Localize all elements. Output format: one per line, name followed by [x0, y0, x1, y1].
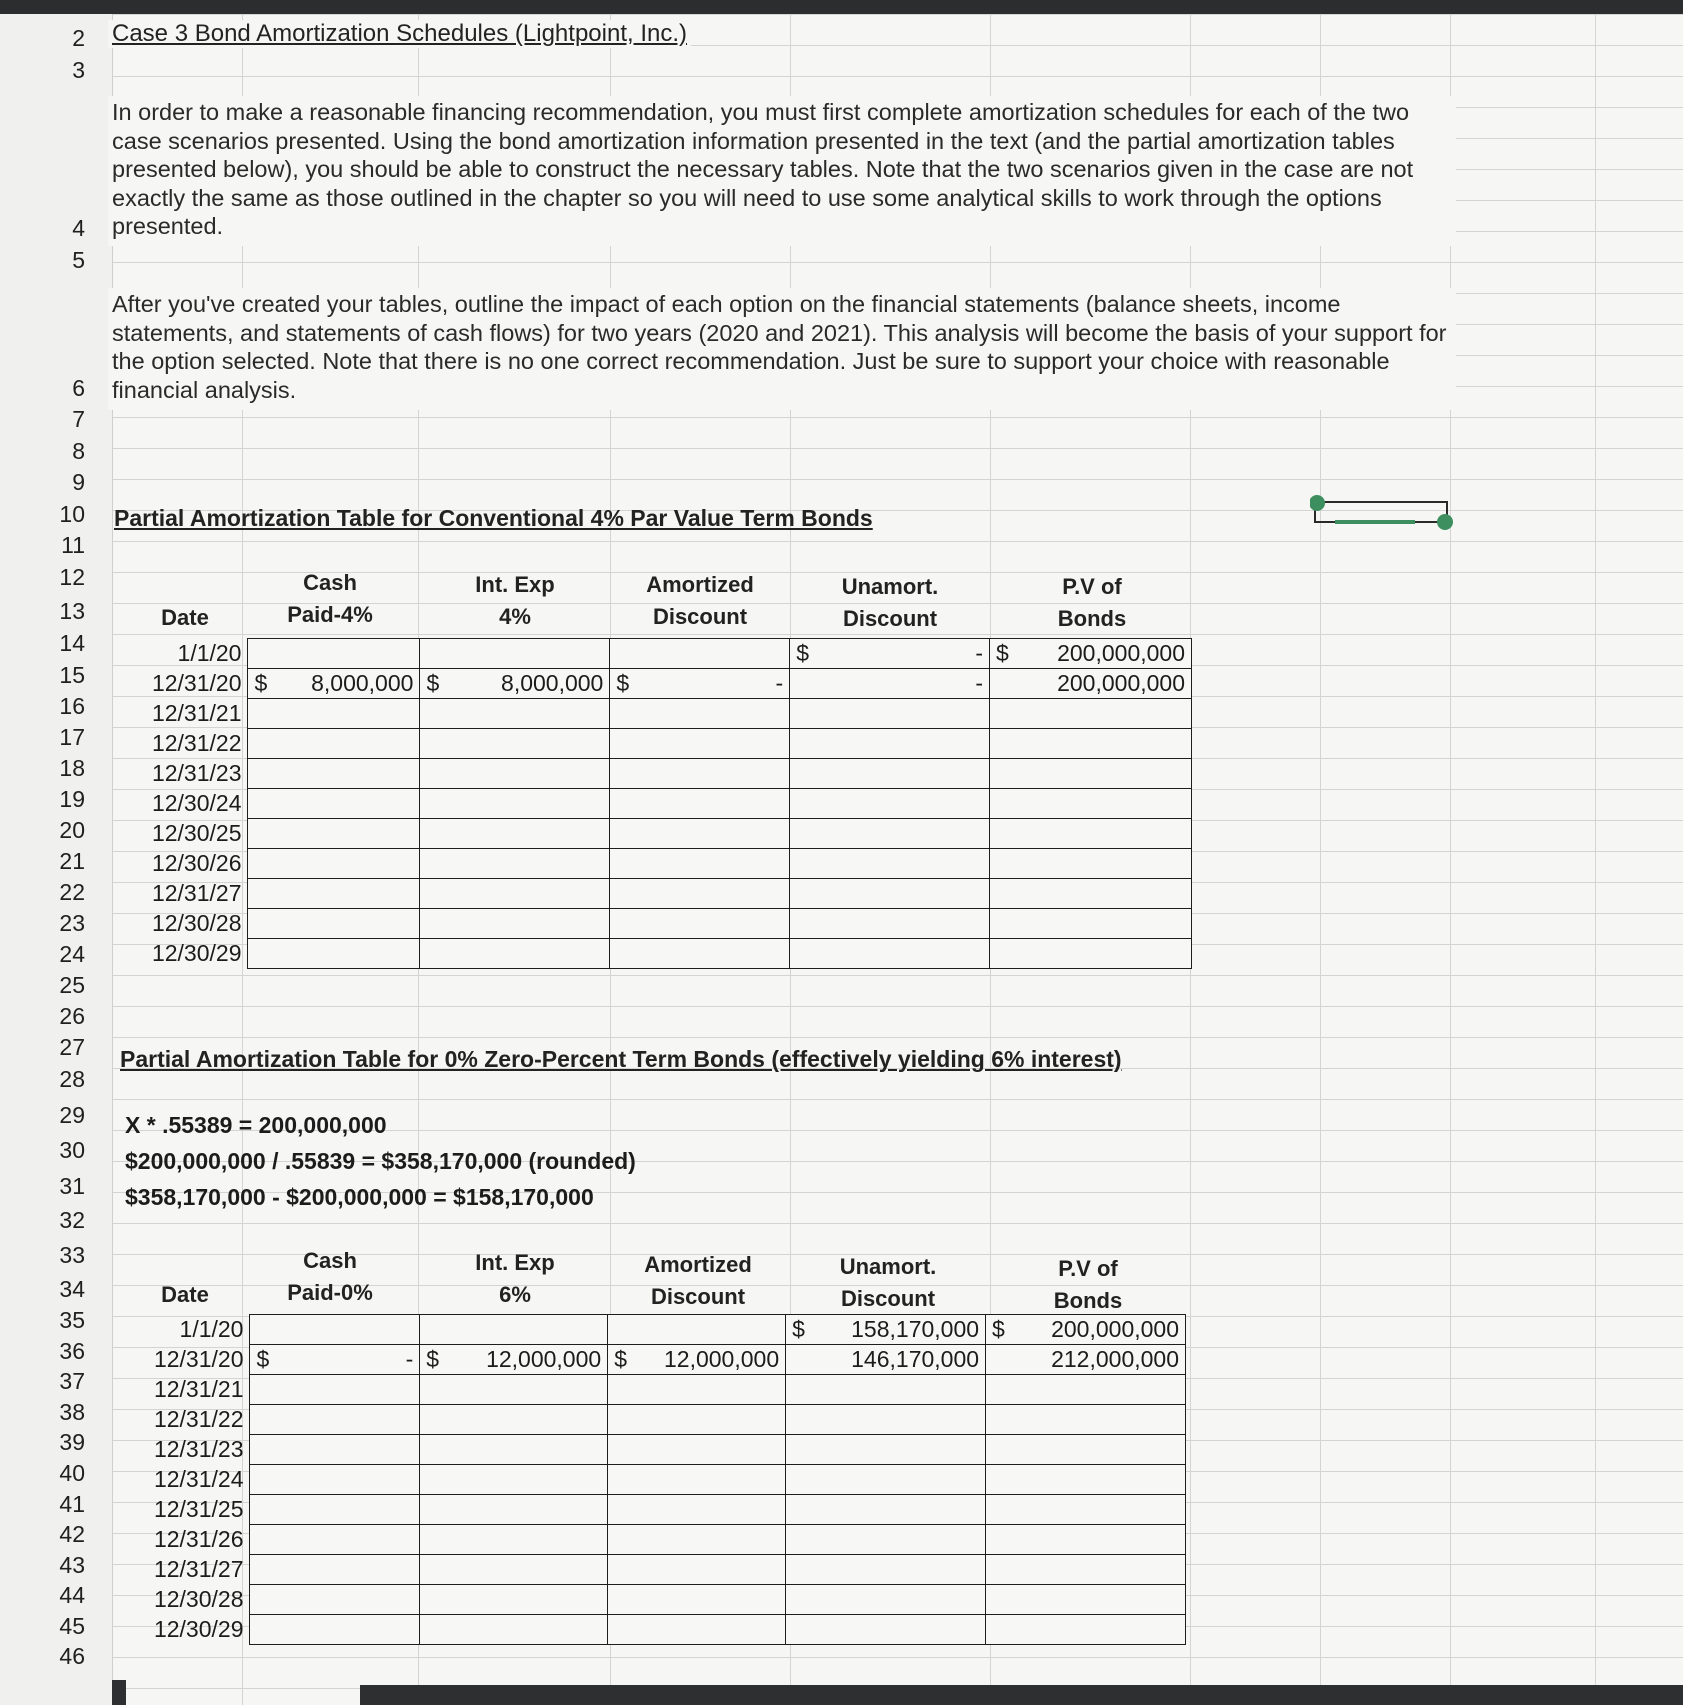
cell-value: 8,000,000: [311, 670, 414, 696]
empty-cell[interactable]: [420, 1495, 608, 1525]
row-number[interactable]: 20: [59, 817, 85, 843]
empty-cell[interactable]: [990, 939, 1192, 969]
empty-cell[interactable]: [248, 819, 420, 849]
empty-cell[interactable]: [610, 759, 790, 789]
empty-cell[interactable]: [420, 759, 610, 789]
empty-cell[interactable]: [786, 1405, 986, 1435]
table1-amort-cell[interactable]: [610, 669, 790, 699]
row-number[interactable]: 3: [72, 57, 85, 83]
table-row: [140, 1495, 1186, 1525]
dollar-sign: $: [426, 1346, 440, 1372]
empty-cell[interactable]: [420, 849, 610, 879]
table-row: [140, 909, 1192, 939]
resize-handle-icon[interactable]: [1310, 495, 1325, 511]
empty-cell[interactable]: [420, 699, 610, 729]
cell-value: -: [775, 670, 784, 696]
table2-header-date[interactable]: Date: [161, 1282, 209, 1307]
empty-cell[interactable]: [248, 909, 420, 939]
empty-cell[interactable]: [786, 1465, 986, 1495]
empty-cell[interactable]: [610, 849, 790, 879]
empty-cell[interactable]: [986, 1465, 1186, 1495]
empty-cell[interactable]: [786, 1495, 986, 1525]
row-number[interactable]: 43: [59, 1552, 85, 1578]
row-number[interactable]: 18: [59, 755, 85, 781]
row-number[interactable]: 7: [72, 406, 85, 432]
empty-cell[interactable]: [608, 1585, 786, 1615]
row-number[interactable]: 10: [59, 501, 85, 527]
row-number[interactable]: 25: [59, 972, 85, 998]
table1-date[interactable]: 12/31/27: [140, 879, 248, 909]
table1-header-unamort[interactable]: Unamort. Discount: [841, 574, 939, 631]
dollar-sign: $: [616, 670, 630, 696]
empty-cell[interactable]: [250, 1375, 420, 1405]
table2-date[interactable]: 12/30/28: [140, 1585, 250, 1615]
empty-cell[interactable]: [790, 759, 990, 789]
empty-cell[interactable]: [420, 1435, 608, 1465]
dollar-sign: $: [254, 670, 268, 696]
row-number[interactable]: 38: [59, 1399, 85, 1425]
empty-cell[interactable]: [250, 1465, 420, 1495]
empty-cell[interactable]: [420, 939, 610, 969]
empty-cell[interactable]: [250, 1405, 420, 1435]
row-number[interactable]: 37: [59, 1368, 85, 1394]
empty-cell[interactable]: [610, 699, 790, 729]
empty-cell[interactable]: [986, 1555, 1186, 1585]
table-row: [140, 819, 1192, 849]
row-number[interactable]: 5: [72, 247, 85, 273]
row-number[interactable]: 32: [59, 1207, 85, 1233]
row-number[interactable]: 15: [59, 662, 85, 688]
empty-cell[interactable]: [786, 1375, 986, 1405]
empty-cell[interactable]: [790, 909, 990, 939]
row-number[interactable]: 42: [59, 1521, 85, 1547]
empty-cell[interactable]: [790, 879, 990, 909]
row-number[interactable]: 11: [61, 532, 85, 558]
table1-cash-cell[interactable]: [248, 669, 420, 699]
empty-cell[interactable]: [248, 759, 420, 789]
dollar-sign: $: [796, 640, 809, 666]
table1-header-cash[interactable]: Cash Paid-4%: [287, 570, 373, 627]
empty-cell[interactable]: [610, 879, 790, 909]
formula-line-2[interactable]: $200,000,000 / .55839 = $358,170,000 (rounded): [125, 1148, 636, 1174]
row-number[interactable]: 28: [59, 1066, 85, 1092]
empty-cell[interactable]: [990, 759, 1192, 789]
row-number[interactable]: 21: [59, 848, 85, 874]
table2-header-unamort[interactable]: Unamort. Discount: [839, 1254, 937, 1311]
table1-int-cell[interactable]: [420, 639, 610, 669]
cell-value: 12,000,000: [664, 1346, 780, 1372]
table1-pv-cell[interactable]: 200,000,000: [990, 669, 1192, 699]
row-number[interactable]: 39: [59, 1429, 85, 1455]
table-row: [140, 789, 1192, 819]
row-number[interactable]: 6: [72, 375, 85, 401]
col-divider: [1595, 14, 1596, 1705]
table1-date[interactable]: 12/30/25: [140, 819, 248, 849]
empty-cell[interactable]: [420, 1615, 608, 1645]
table2-unamort-cell[interactable]: 146,170,000: [786, 1345, 986, 1375]
empty-cell[interactable]: [986, 1435, 1186, 1465]
empty-cell[interactable]: [608, 1435, 786, 1465]
empty-cell[interactable]: [790, 849, 990, 879]
row-number[interactable]: 23: [59, 910, 85, 936]
empty-cell[interactable]: [248, 729, 420, 759]
empty-cell[interactable]: [608, 1465, 786, 1495]
cell-value: 8,000,000: [501, 670, 604, 696]
row-number[interactable]: 24: [59, 941, 85, 967]
empty-cell[interactable]: [610, 909, 790, 939]
empty-cell[interactable]: [990, 819, 1192, 849]
table1-date[interactable]: 12/30/28: [140, 909, 248, 939]
row-number[interactable]: 44: [59, 1582, 85, 1608]
empty-cell[interactable]: [420, 1555, 608, 1585]
table2-pv-cell[interactable]: [986, 1315, 1186, 1345]
table2-date[interactable]: 12/30/29: [140, 1615, 250, 1645]
row-number[interactable]: 17: [59, 724, 85, 750]
row-number[interactable]: 36: [59, 1338, 85, 1364]
shape-outline-bottom: [1315, 502, 1447, 522]
empty-cell[interactable]: [990, 789, 1192, 819]
row-number[interactable]: 16: [59, 693, 85, 719]
table1-title[interactable]: Partial Amortization Table for Conventional 4% Par Value Term Bonds: [114, 505, 873, 531]
empty-cell[interactable]: [420, 789, 610, 819]
empty-cell[interactable]: [248, 789, 420, 819]
empty-cell[interactable]: [786, 1615, 986, 1645]
table1-header-amortized[interactable]: Amortized Discount: [646, 572, 754, 629]
empty-cell[interactable]: [420, 1465, 608, 1495]
table-row: [140, 1525, 1186, 1555]
table2-date[interactable]: 12/31/24: [140, 1465, 250, 1495]
row-number[interactable]: 45: [59, 1613, 85, 1639]
empty-cell[interactable]: [986, 1405, 1186, 1435]
table2-date[interactable]: 12/31/20: [140, 1345, 250, 1375]
empty-cell[interactable]: [610, 789, 790, 819]
table-row: [140, 1585, 1186, 1615]
table2-cash-cell[interactable]: [250, 1315, 420, 1345]
empty-cell[interactable]: [608, 1555, 786, 1585]
window-bottom-edge: [112, 1680, 126, 1705]
table1-unamort-cell[interactable]: -: [790, 669, 990, 699]
empty-cell[interactable]: [420, 1525, 608, 1555]
empty-cell[interactable]: [420, 909, 610, 939]
empty-cell[interactable]: [420, 729, 610, 759]
table2-date[interactable]: 12/31/27: [140, 1555, 250, 1585]
empty-cell[interactable]: [986, 1585, 1186, 1615]
empty-cell[interactable]: [990, 699, 1192, 729]
empty-cell[interactable]: [420, 1405, 608, 1435]
row-number[interactable]: 26: [59, 1003, 85, 1029]
empty-cell[interactable]: [986, 1375, 1186, 1405]
table2-date[interactable]: 1/1/20: [140, 1315, 250, 1345]
table2-header-int-exp[interactable]: Int. Exp 6%: [475, 1250, 555, 1307]
empty-cell[interactable]: [608, 1375, 786, 1405]
row-number[interactable]: 8: [72, 438, 85, 464]
table-row: [140, 669, 1192, 699]
table-row: [140, 1315, 1186, 1345]
empty-cell[interactable]: [250, 1495, 420, 1525]
table2-grid: [140, 1314, 1186, 1645]
dollar-sign: $: [256, 1346, 270, 1372]
table1-date[interactable]: 12/31/22: [140, 729, 248, 759]
row-number[interactable]: 31: [59, 1173, 85, 1199]
row-number[interactable]: 22: [59, 879, 85, 905]
empty-cell[interactable]: [420, 879, 610, 909]
table-row: [140, 1555, 1186, 1585]
empty-cell[interactable]: [986, 1495, 1186, 1525]
row-number[interactable]: 12: [59, 564, 85, 590]
empty-cell[interactable]: [250, 1585, 420, 1615]
table-row: [140, 939, 1192, 969]
cell-value: 158,170,000: [851, 1316, 980, 1342]
table2-date[interactable]: 12/31/23: [140, 1435, 250, 1465]
table1-int-cell[interactable]: [420, 669, 610, 699]
table1-date[interactable]: 1/1/20: [140, 639, 248, 669]
table-row: [140, 1435, 1186, 1465]
empty-cell[interactable]: [990, 909, 1192, 939]
resize-handle-icon[interactable]: [1437, 514, 1453, 530]
table2-header-amortized[interactable]: Amortized Discount: [644, 1252, 752, 1309]
empty-cell[interactable]: [420, 1585, 608, 1615]
row-number[interactable]: 2: [72, 25, 85, 51]
row-number[interactable]: 35: [59, 1307, 85, 1333]
cell-value: -: [975, 640, 984, 666]
table2-int-cell[interactable]: [420, 1315, 608, 1345]
dollar-sign: $: [426, 670, 440, 696]
instructions-paragraph-1[interactable]: In order to make a reasonable financing recommendation, you must first complete amortization schedules for each of the two case scenarios presented. Using the bond amortization information presented in the text (and the partial amortization tables presented below), you should be able to construct the necessary tables. Note that the two scenarios given in the case are not exactly the same as those outlined in the chapter so you will need to use some analytical skills to work through the options presented.: [108, 96, 1456, 246]
empty-cell[interactable]: [786, 1525, 986, 1555]
empty-cell[interactable]: [786, 1555, 986, 1585]
row-number[interactable]: 13: [59, 598, 85, 624]
table2-unamort-cell[interactable]: [786, 1315, 986, 1345]
empty-cell[interactable]: [790, 819, 990, 849]
formula-line-3[interactable]: $358,170,000 - $200,000,000 = $158,170,000: [125, 1184, 594, 1210]
table2-header-pv[interactable]: P.V of Bonds: [1053, 1256, 1123, 1313]
row-number[interactable]: 30: [59, 1137, 85, 1163]
row-number[interactable]: 27: [59, 1034, 85, 1060]
table-row: [140, 1405, 1186, 1435]
empty-cell[interactable]: [790, 939, 990, 969]
table-row: [140, 639, 1192, 669]
empty-cell[interactable]: [248, 939, 420, 969]
table1-date[interactable]: 12/31/20: [140, 669, 248, 699]
table2-title[interactable]: Partial Amortization Table for 0% Zero-Percent Term Bonds (effectively yielding 6% interest): [120, 1046, 1122, 1072]
table1-header-int-exp[interactable]: Int. Exp 4%: [475, 572, 555, 629]
row-number[interactable]: 46: [59, 1643, 85, 1669]
table-row: [140, 1465, 1186, 1495]
row-number[interactable]: 34: [59, 1276, 85, 1302]
empty-cell[interactable]: [990, 729, 1192, 759]
row-number[interactable]: 33: [59, 1242, 85, 1268]
table-row: [140, 1375, 1186, 1405]
empty-cell[interactable]: [790, 789, 990, 819]
empty-cell[interactable]: [420, 819, 610, 849]
empty-cell[interactable]: [786, 1585, 986, 1615]
table2-date[interactable]: 12/31/22: [140, 1405, 250, 1435]
row-number[interactable]: 19: [59, 786, 85, 812]
dollar-sign: $: [614, 1346, 627, 1372]
empty-cell[interactable]: [608, 1615, 786, 1645]
table-row: [140, 729, 1192, 759]
table-row: [140, 849, 1192, 879]
table1-date[interactable]: 12/30/24: [140, 789, 248, 819]
empty-cell[interactable]: [248, 699, 420, 729]
table2-amort-cell[interactable]: [608, 1345, 786, 1375]
table2-date[interactable]: 12/31/21: [140, 1375, 250, 1405]
empty-cell[interactable]: [786, 1435, 986, 1465]
empty-cell[interactable]: [250, 1615, 420, 1645]
cell-value: 12,000,000: [486, 1346, 602, 1372]
col-divider: [1450, 14, 1451, 1705]
table2-amort-cell[interactable]: [608, 1315, 786, 1345]
table2-date[interactable]: 12/31/25: [140, 1495, 250, 1525]
table2-pv-cell[interactable]: 212,000,000: [986, 1345, 1186, 1375]
table-row: [140, 759, 1192, 789]
selected-shape[interactable]: [1310, 490, 1460, 540]
window-bottom-bar: [360, 1685, 1683, 1705]
row-number[interactable]: 14: [59, 630, 85, 656]
empty-cell[interactable]: [610, 939, 790, 969]
table-row: [140, 1615, 1186, 1645]
table-row: [140, 1345, 1186, 1375]
empty-cell[interactable]: [990, 849, 1192, 879]
cell-value: -: [405, 1346, 414, 1372]
table-row: [140, 699, 1192, 729]
window-top-bar: [0, 0, 1683, 14]
row-number[interactable]: 40: [59, 1460, 85, 1486]
empty-cell[interactable]: [790, 699, 990, 729]
table2-header-cash[interactable]: Cash Paid-0%: [287, 1248, 373, 1305]
table1-date[interactable]: 12/30/29: [140, 939, 248, 969]
empty-cell[interactable]: [248, 849, 420, 879]
table1-date[interactable]: 12/30/26: [140, 849, 248, 879]
table1-grid: [140, 638, 1192, 969]
table1-date[interactable]: 12/31/21: [140, 699, 248, 729]
col-divider: [1320, 14, 1321, 1705]
dollar-sign: $: [996, 640, 1009, 666]
row-number[interactable]: 4: [72, 215, 85, 241]
cell-value: 200,000,000: [1051, 1316, 1179, 1342]
row-number[interactable]: 41: [59, 1491, 85, 1517]
table1-unamort-cell[interactable]: [790, 639, 990, 669]
empty-cell[interactable]: [250, 1555, 420, 1585]
instructions-paragraph-2[interactable]: After you've created your tables, outline the impact of each option on the financial statements (balance sheets, income statements, and statements of cash flows) for two years (2020 and 2021). This analysis will become the basis of your support for the option selected. Note that there is no one correct recommendation. Just be sure to support your choice with reasonable financial analysis.: [108, 288, 1456, 410]
dollar-sign: $: [992, 1316, 1005, 1342]
table1-header-pv[interactable]: P.V of Bonds: [1057, 574, 1127, 631]
empty-cell[interactable]: [248, 879, 420, 909]
row-number[interactable]: 9: [72, 469, 85, 495]
table2-int-cell[interactable]: [420, 1345, 608, 1375]
table2-date[interactable]: 12/31/26: [140, 1525, 250, 1555]
table-row: [140, 879, 1192, 909]
empty-cell[interactable]: [608, 1525, 786, 1555]
empty-cell[interactable]: [990, 879, 1192, 909]
empty-cell[interactable]: [986, 1525, 1186, 1555]
shape-outline-top: [1315, 502, 1447, 518]
empty-cell[interactable]: [610, 729, 790, 759]
formula-line-1[interactable]: X * .55389 = 200,000,000: [125, 1112, 387, 1138]
table1-cash-cell[interactable]: [248, 639, 420, 669]
row-number[interactable]: 29: [59, 1102, 85, 1128]
cell-value: 200,000,000: [1057, 640, 1185, 666]
dollar-sign: $: [792, 1316, 805, 1342]
row-header-column[interactable]: [0, 14, 113, 1705]
table1-amort-cell[interactable]: [610, 639, 790, 669]
sheet-title[interactable]: Case 3 Bond Amortization Schedules (Lightpoint, Inc.): [108, 20, 691, 48]
empty-cell[interactable]: [420, 1375, 608, 1405]
empty-cell[interactable]: [790, 729, 990, 759]
empty-cell[interactable]: [608, 1495, 786, 1525]
empty-cell[interactable]: [610, 819, 790, 849]
empty-cell[interactable]: [250, 1435, 420, 1465]
table1-pv-cell[interactable]: [990, 639, 1192, 669]
empty-cell[interactable]: [986, 1615, 1186, 1645]
empty-cell[interactable]: [250, 1525, 420, 1555]
table1-date[interactable]: 12/31/23: [140, 759, 248, 789]
table1-header-date[interactable]: Date: [161, 605, 209, 630]
table2-cash-cell[interactable]: [250, 1345, 420, 1375]
empty-cell[interactable]: [608, 1405, 786, 1435]
